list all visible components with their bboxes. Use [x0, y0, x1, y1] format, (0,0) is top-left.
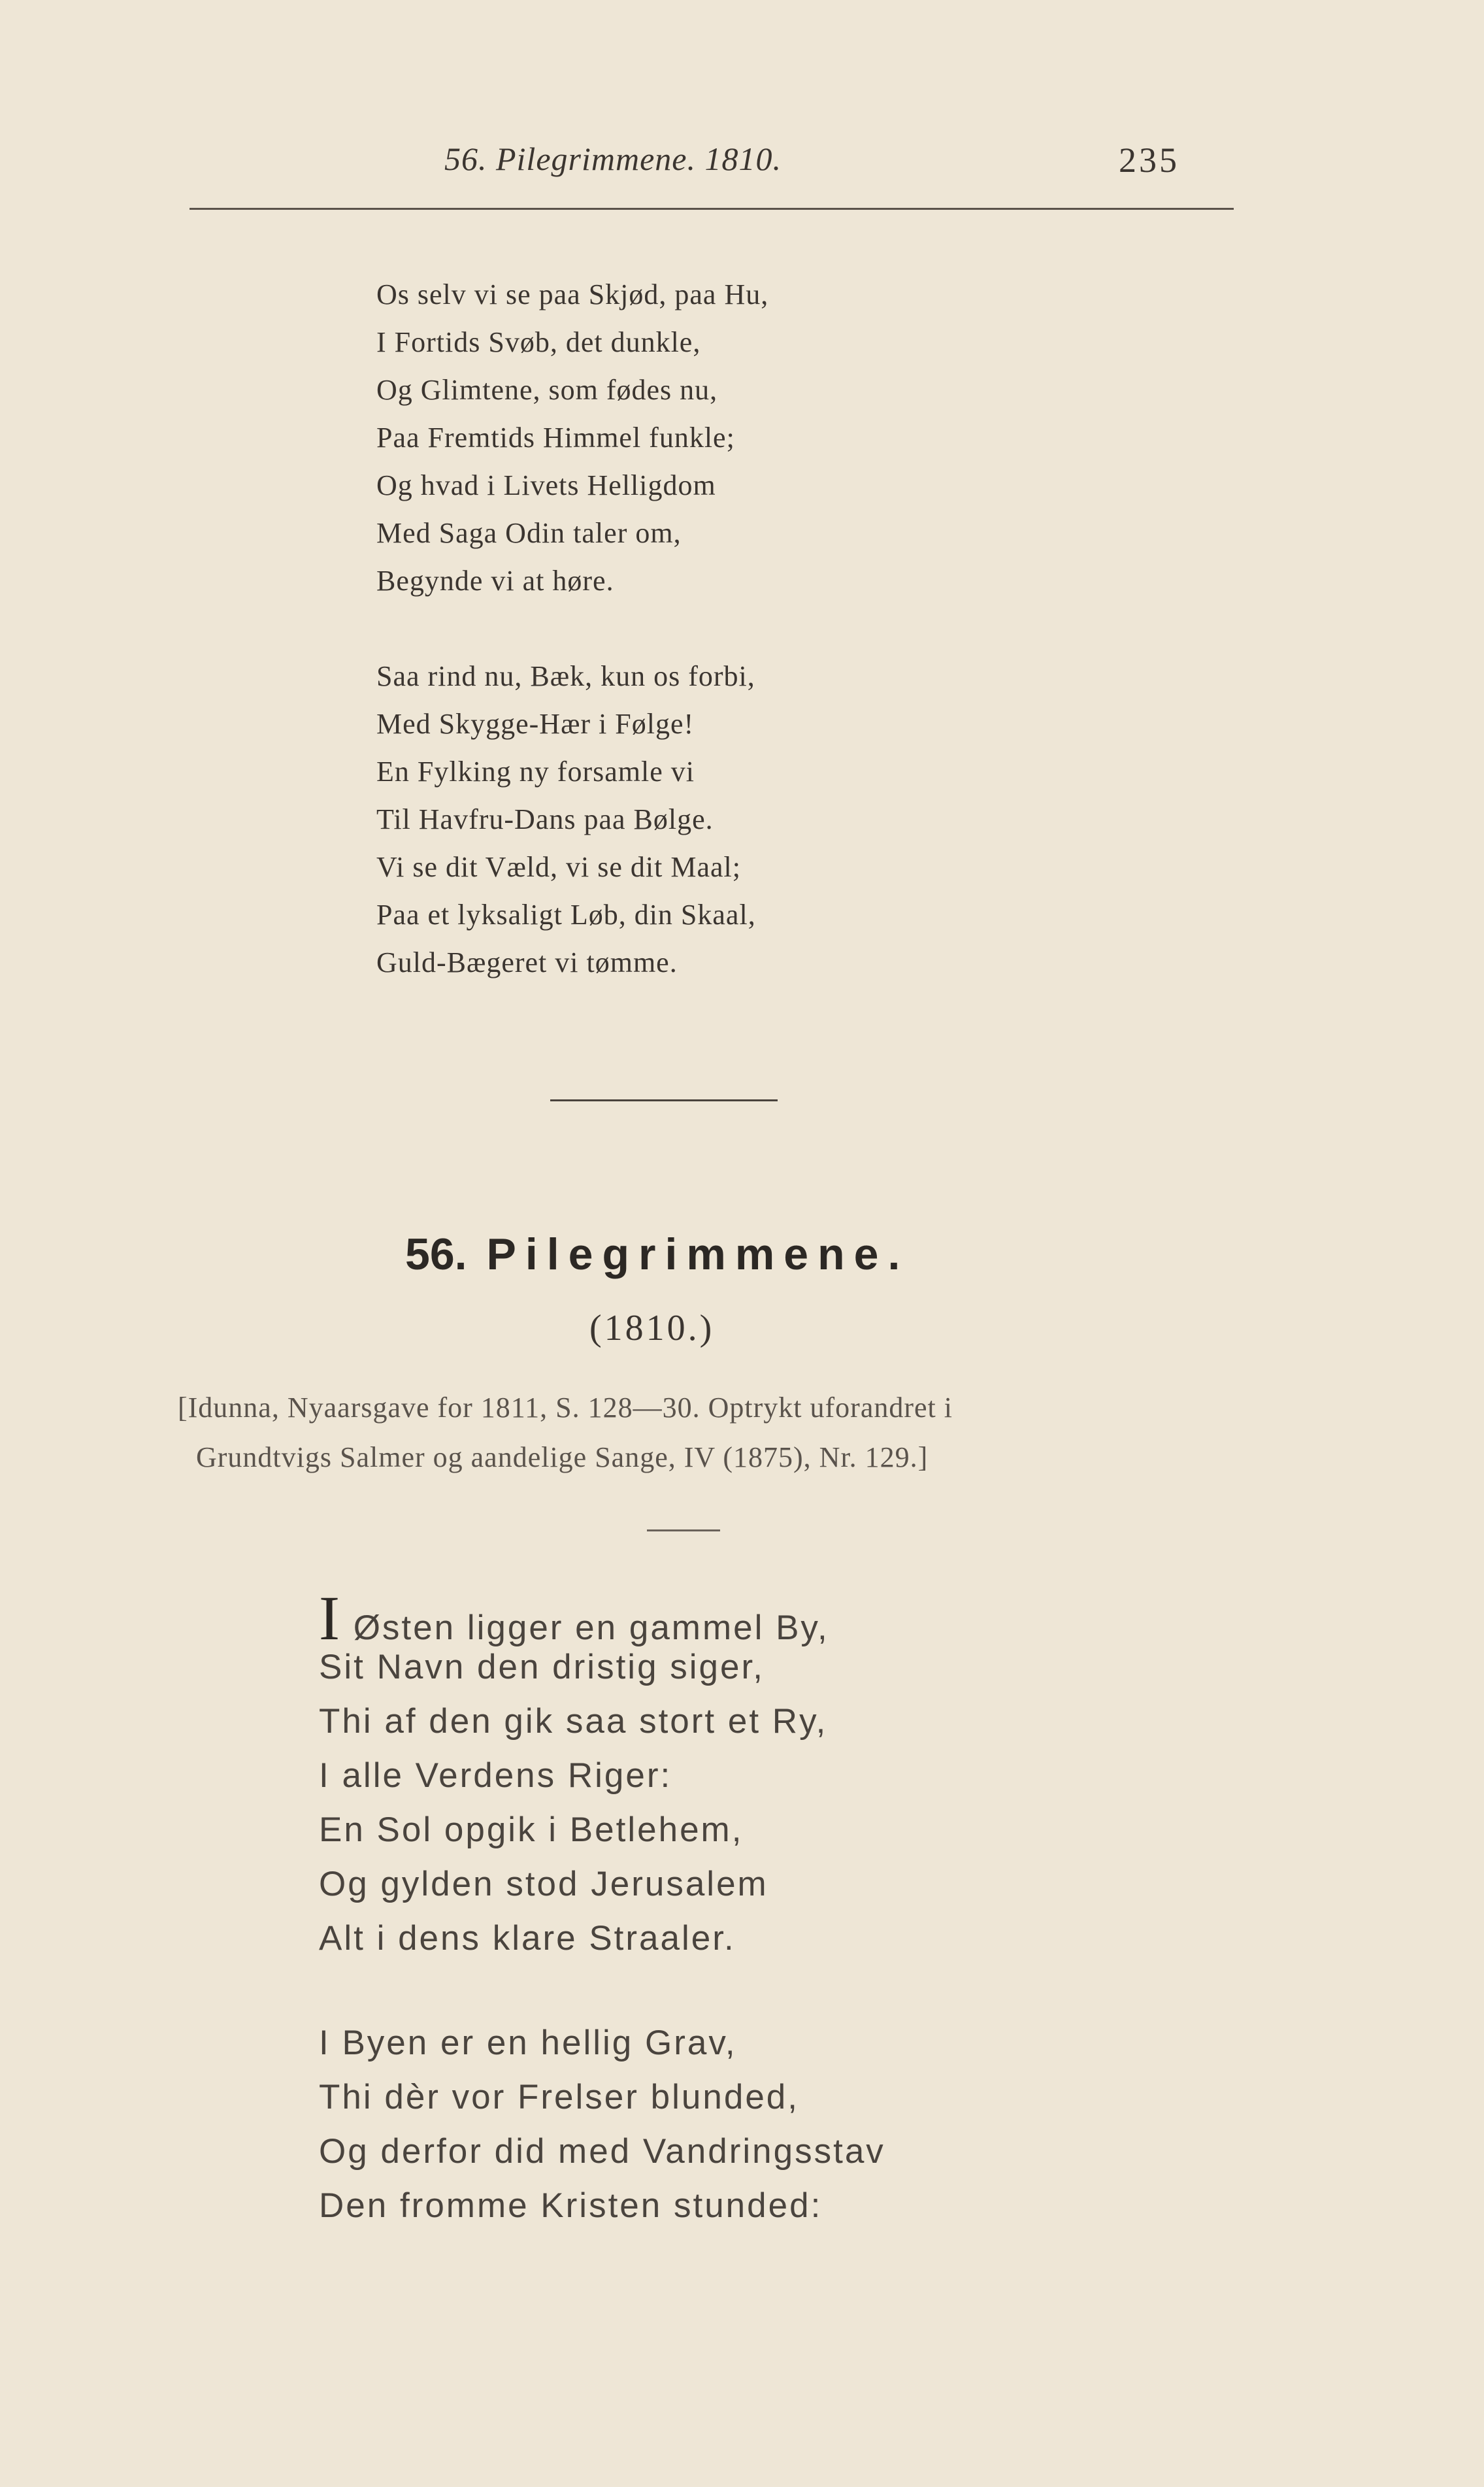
note-divider — [647, 1529, 720, 1531]
drop-initial: I — [319, 1583, 342, 1653]
verse-line: Thi dèr vor Frelser blunded, — [319, 2078, 800, 2116]
poem-number: 56. — [405, 1229, 467, 1279]
verse-line: Paa et lyksaligt Løb, din Skaal, — [376, 899, 756, 931]
source-note-line: Grundtvigs Salmer og aandelige Sange, IV (1875), Nr. 129.] — [196, 1441, 929, 1473]
verse-line: Den fromme Kristen stunded: — [319, 2186, 823, 2225]
verse-line: Og Glimtene, som fødes nu, — [376, 374, 718, 406]
section-divider — [550, 1099, 778, 1101]
verse-line: Os selv vi se paa Skjød, paa Hu, — [376, 278, 769, 310]
verse-line: I Byen er en hellig Grav, — [319, 2024, 737, 2062]
verse-line: Thi af den gik saa stort et Ry, — [319, 1702, 828, 1741]
verse-line: Og hvad i Livets Helligdom — [376, 469, 716, 501]
verse-line: Paa Fremtids Himmel funkle; — [376, 422, 735, 454]
verse-line: I alle Verdens Riger: — [319, 1756, 672, 1795]
verse-line-first: I Østen ligger en gammel By, — [319, 1583, 829, 1653]
verse-line: Saa rind nu, Bæk, kun os forbi, — [376, 660, 755, 692]
header-rule — [190, 208, 1234, 210]
poem-title: Pilegrimmene. — [486, 1229, 910, 1279]
verse-line: Guld-Bægeret vi tømme. — [376, 946, 678, 978]
verse-line: Med Skygge-Hær i Følge! — [376, 708, 695, 740]
source-note-line: [Idunna, Nyaarsgave for 1811, S. 128—30. Optrykt uforandret i — [178, 1392, 953, 1424]
verse-line: En Sol opgik i Betlehem, — [319, 1811, 744, 1849]
verse-line: Sit Navn den dristig siger, — [319, 1648, 765, 1686]
poem-heading — [405, 1229, 909, 1280]
verse-line: Vi se dit Væld, vi se dit Maal; — [376, 851, 741, 883]
page-number: 235 — [1119, 141, 1179, 180]
poem-year: (1810.) — [589, 1308, 715, 1348]
verse-line: Med Saga Odin taler om, — [376, 517, 682, 549]
verse-line: En Fylking ny forsamle vi — [376, 756, 695, 788]
verse-line: Og gylden stod Jerusalem — [319, 1865, 768, 1903]
verse-line: Begynde vi at høre. — [376, 565, 614, 597]
running-title: 56. Pilegrimmene. 1810. — [444, 141, 782, 177]
verse-line: Alt i dens klare Straaler. — [319, 1919, 736, 1958]
verse-line: I Fortids Svøb, det dunkle, — [376, 326, 701, 358]
verse-line: Til Havfru-Dans paa Bølge. — [376, 803, 714, 835]
verse-line: Og derfor did med Vandringsstav — [319, 2132, 885, 2171]
